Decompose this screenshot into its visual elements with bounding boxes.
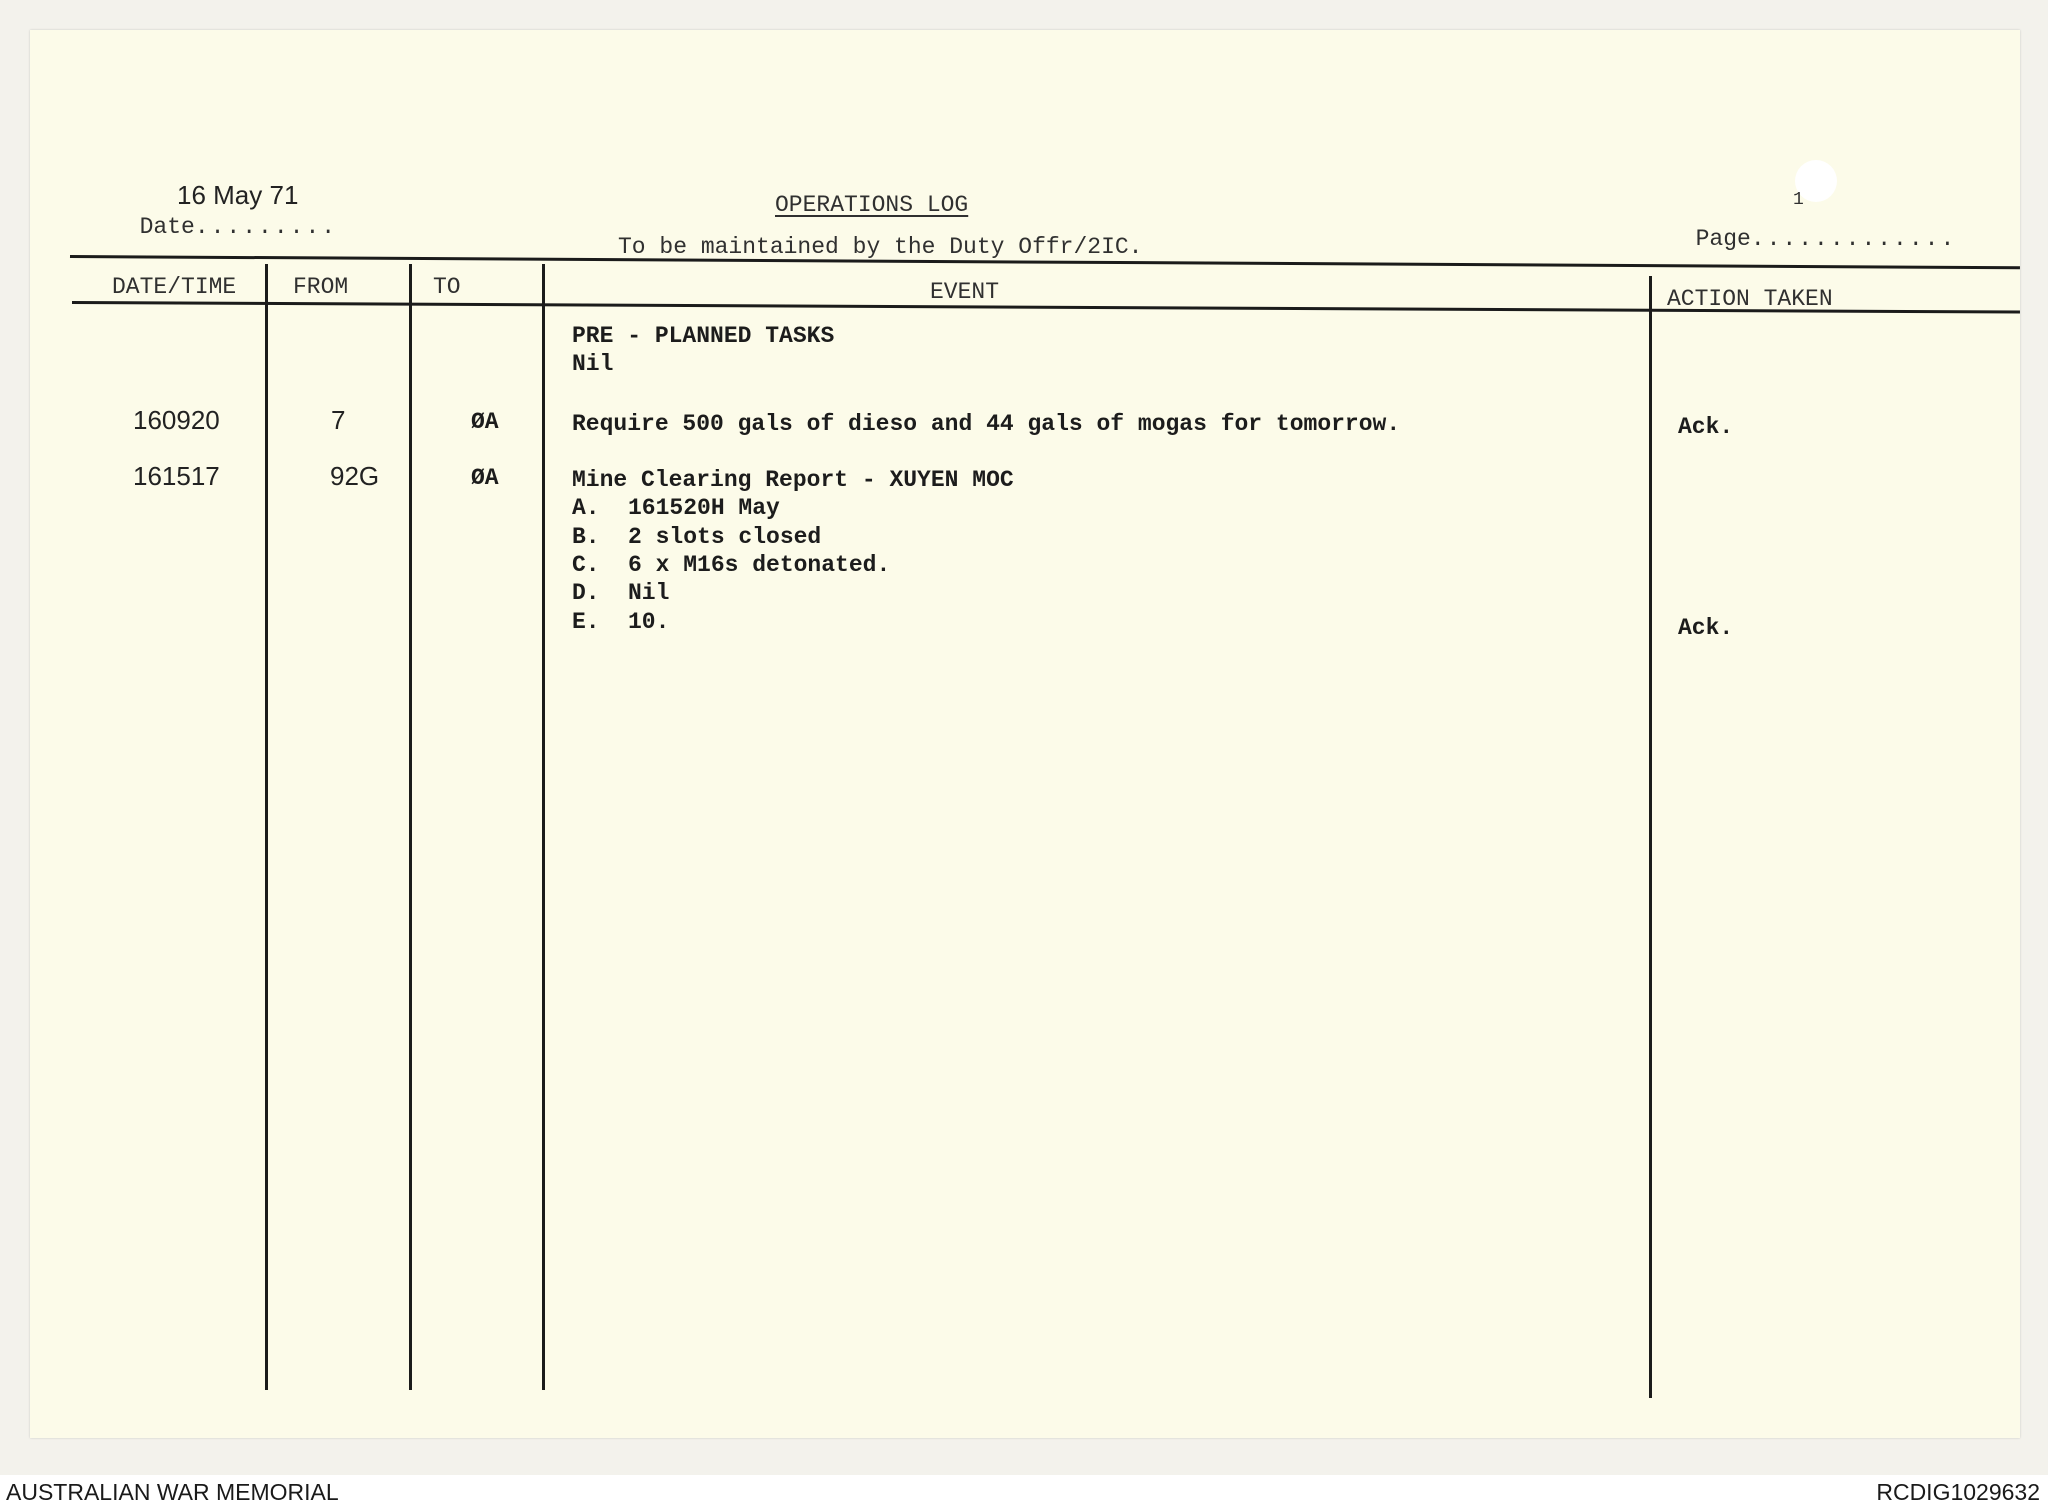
column-divider-4 [1649, 276, 1652, 1398]
archive-name: AUSTRALIAN WAR MEMORIAL [6, 1479, 339, 1505]
archive-reference: RCDIG1029632 [1876, 1479, 2040, 1505]
pre-planned-heading: PRE - PLANNED TASKS [572, 323, 835, 349]
report-item-text: Nil [628, 580, 670, 606]
report-item-text: 10. [628, 609, 670, 635]
report-item-text: 2 slots closed [628, 524, 822, 550]
column-header-action-taken: ACTION TAKEN [1667, 286, 1833, 312]
pre-planned-value: Nil [572, 351, 614, 377]
date-label: Date......... [139, 214, 338, 240]
column-divider-3 [542, 264, 545, 1390]
entry-to: ØA [471, 465, 499, 491]
report-item-letter: B. [572, 524, 600, 550]
entry-event: Require 500 gals of dieso and 44 gals of mogas for tomorrow. [572, 411, 1401, 437]
column-header-date-time: DATE/TIME [112, 274, 237, 300]
entry-datetime: 160920 [133, 405, 220, 435]
column-header-event: EVENT [930, 279, 1000, 305]
archive-footer [0, 1475, 2048, 1509]
entry-action: Ack. [1678, 414, 1734, 440]
entry-action: Ack. [1678, 615, 1734, 641]
document-subtitle: To be maintained by the Duty Offr/2IC. [618, 234, 1143, 260]
report-item-letter: C. [572, 552, 600, 578]
entry-from: 7 [331, 405, 346, 435]
column-header-to: TO [433, 274, 461, 300]
entry-from: 92G [330, 461, 380, 491]
page-label: Page............. [1695, 226, 1957, 252]
entry-to: ØA [471, 409, 499, 435]
page-value: 1 [1793, 190, 1804, 210]
column-divider-1 [265, 264, 268, 1390]
column-divider-2 [409, 264, 412, 1390]
entry-event: Mine Clearing Report - XUYEN MOC [572, 467, 1014, 493]
report-item-letter: A. [572, 495, 600, 521]
report-item-letter: D. [572, 580, 600, 606]
report-item-text: 161520H May [628, 495, 780, 521]
column-header-from: FROM [293, 274, 349, 300]
entry-datetime: 161517 [133, 461, 220, 491]
date-value: 16 May 71 [177, 180, 299, 210]
document-title: OPERATIONS LOG [775, 192, 969, 218]
report-item-letter: E. [572, 609, 600, 635]
report-item-text: 6 x M16s detonated. [628, 552, 891, 578]
